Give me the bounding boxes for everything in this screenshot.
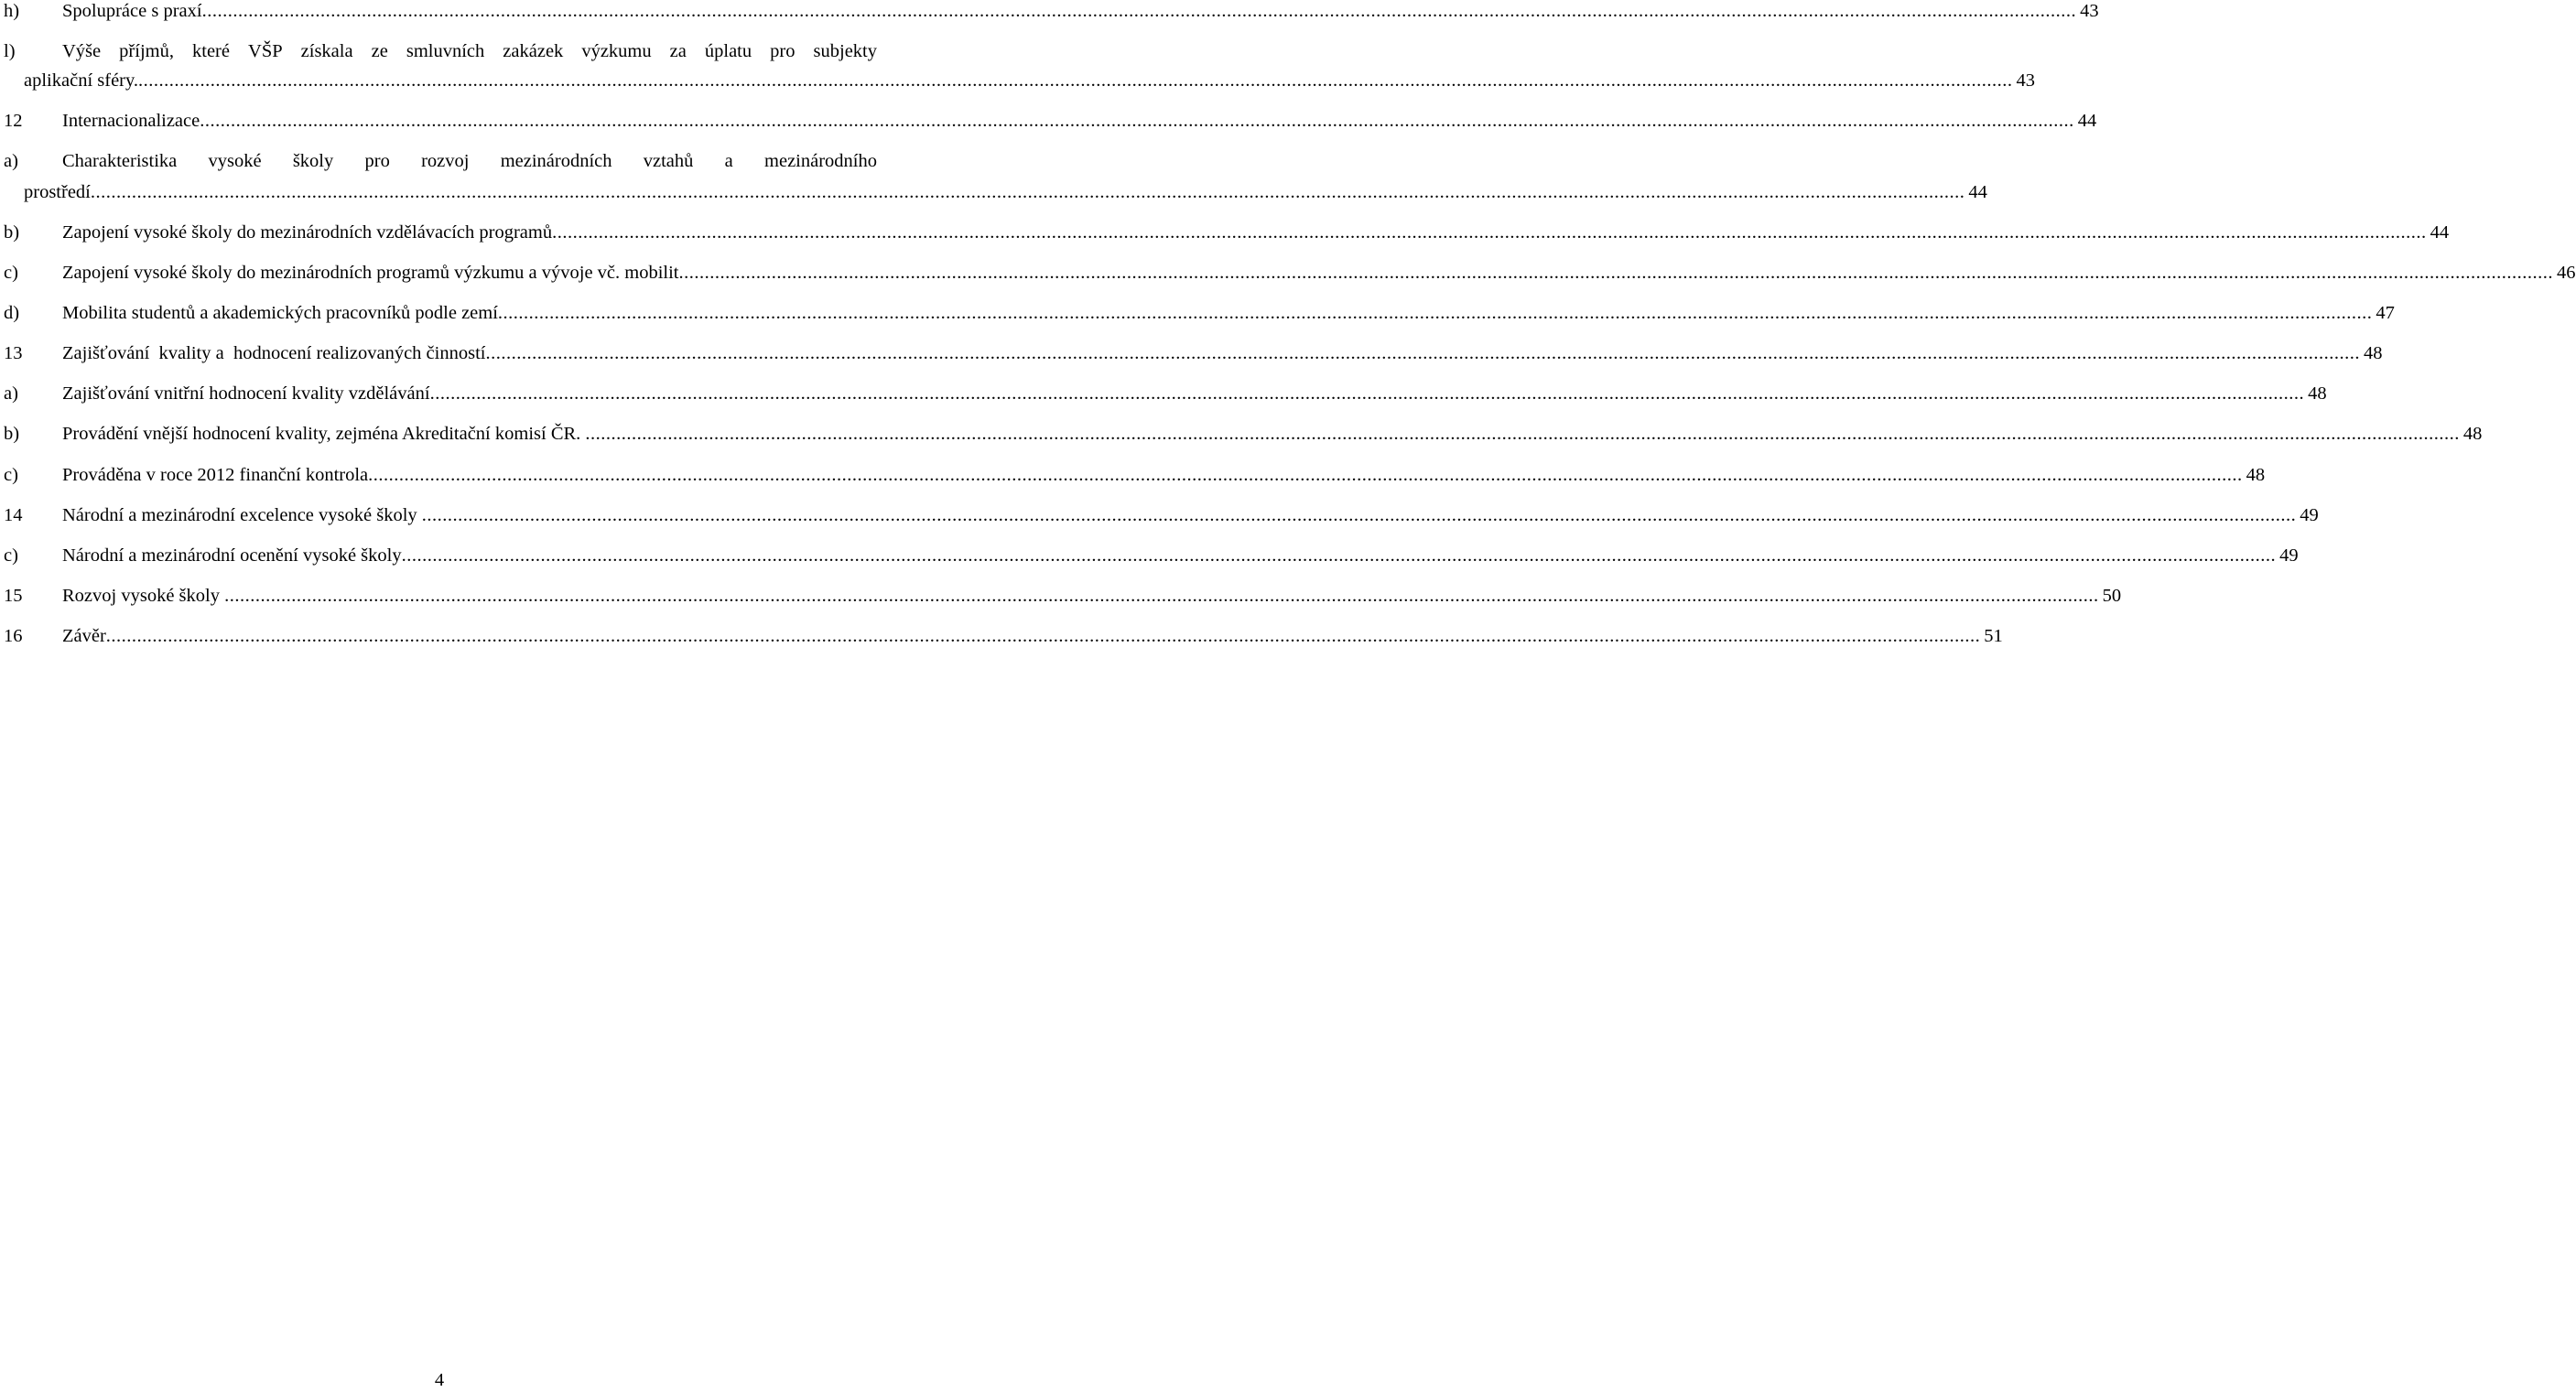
toc-entry-number: d)	[4, 303, 20, 323]
dot-leader	[368, 464, 2243, 486]
toc-entry-page: 43	[2016, 70, 2036, 91]
toc-entry-continuation[interactable]	[0, 181, 1987, 205]
toc-entry[interactable]	[0, 545, 2299, 568]
toc-entry-number: h)	[4, 1, 20, 21]
dot-leader	[552, 221, 2427, 243]
dot-leader	[498, 302, 2373, 324]
dot-leader	[91, 181, 1965, 203]
toc-entry[interactable]	[0, 464, 2266, 488]
toc-entry[interactable]	[0, 504, 2319, 528]
toc-entry-number: a)	[4, 151, 18, 171]
toc-entry-title: Národní a mezinárodní ocenění vysoké školy	[62, 545, 402, 566]
toc-entry-title: Zapojení vysoké školy do mezinárodních vzdělávacích programů	[62, 222, 553, 243]
toc-entry-page: 48	[2363, 343, 2383, 363]
toc-entry-title: Výše příjmů, které VŠP získala ze smluvních zakázek výzkumu za úplatu pro subjekty	[62, 41, 877, 61]
toc-entry[interactable]	[0, 262, 2576, 286]
dot-leader	[138, 70, 2013, 92]
toc-entry-page: 48	[2462, 424, 2483, 444]
toc-entry-page: 44	[2430, 222, 2450, 243]
toc-entry-page: 49	[2300, 505, 2319, 525]
dot-leader	[402, 545, 2277, 567]
toc-entry-page: 48	[2308, 383, 2327, 404]
toc-entry-page: 44	[2077, 111, 2097, 131]
toc-entry-title: Národní a mezinárodní excelence vysoké školy	[62, 505, 422, 525]
toc-entry[interactable]	[0, 342, 2383, 366]
dot-leader	[485, 342, 2360, 364]
toc-entry-number: b)	[4, 424, 20, 444]
toc-entry-title: Zapojení vysoké školy do mezinárodních programů výzkumu a vývoje vč. mobilit	[62, 263, 679, 283]
toc-entry-number: c)	[4, 545, 18, 566]
toc-entry-title: aplikační sféry.	[24, 70, 139, 91]
toc-entry[interactable]	[0, 302, 2395, 326]
dot-leader	[200, 110, 2074, 132]
toc-entry-page: 43	[2080, 1, 2099, 21]
toc-entry[interactable]	[0, 383, 2327, 406]
toc-entry[interactable]	[0, 625, 2003, 649]
toc-entry-number: 16	[4, 626, 23, 646]
toc-entry-number: 14	[4, 505, 23, 525]
dot-leader	[422, 504, 2297, 526]
toc-entry-title: Závěr	[62, 626, 106, 646]
toc-entry[interactable]	[0, 585, 2122, 609]
toc-entry-title: Charakteristika vysoké školy pro rozvoj mezinárodních vztahů a mezinárodního	[62, 151, 877, 171]
toc-entry-title: Provádění vnější hodnocení kvality, zejména Akreditační komisí ČR.	[62, 424, 586, 444]
toc-entry-page: 51	[1984, 626, 2003, 646]
toc-entry[interactable]	[0, 0, 2099, 24]
toc-entry-title: Mobilita studentů a akademických pracovníků podle zemí	[62, 303, 498, 323]
toc-entry-number: l)	[4, 41, 16, 61]
toc-entry-title: Internacionalizace	[62, 111, 200, 131]
toc-entry[interactable]	[0, 221, 2450, 245]
dot-leader	[585, 423, 2460, 445]
toc-entry-number: c)	[4, 465, 18, 485]
toc-entry[interactable]	[0, 150, 877, 174]
toc-entry-number: 15	[4, 586, 23, 606]
toc-entry-title: Zajišťování kvality a hodnocení realizovaných činností	[62, 343, 486, 363]
dot-leader	[202, 0, 2077, 22]
dot-leader	[224, 585, 2099, 607]
toc-entry-page: 50	[2102, 586, 2122, 606]
dot-leader	[679, 262, 2554, 284]
toc-entry[interactable]	[0, 40, 877, 64]
toc-entry-title: Spolupráce s praxí	[62, 1, 202, 21]
toc-entry-page: 49	[2279, 545, 2299, 566]
toc-entry-page: 47	[2376, 303, 2395, 323]
toc-entry-number: 13	[4, 343, 23, 363]
toc-entry-title: Rozvoj vysoké školy	[62, 586, 225, 606]
toc-entry-title: prostředí	[24, 182, 91, 202]
page-number: 4	[434, 1370, 445, 1390]
toc-entry-number: a)	[4, 383, 18, 404]
toc-entry-number: 12	[4, 111, 23, 131]
toc-entry-page: 44	[1968, 182, 1987, 202]
toc-entry-title: Zajišťování vnitřní hodnocení kvality vzdělávání	[62, 383, 430, 404]
toc-entry[interactable]	[0, 110, 2097, 134]
toc-entry-title: Prováděna v roce 2012 finanční kontrola	[62, 465, 369, 485]
dot-leader	[430, 383, 2305, 405]
toc-entry[interactable]	[0, 423, 2483, 447]
dot-leader	[106, 625, 1981, 647]
toc-entry-number: c)	[4, 263, 18, 283]
toc-entry-number: b)	[4, 222, 20, 243]
toc-entry-page: 48	[2246, 465, 2266, 485]
toc-entry-page: 46	[2557, 263, 2576, 283]
toc-entry-continuation[interactable]	[0, 70, 2036, 93]
